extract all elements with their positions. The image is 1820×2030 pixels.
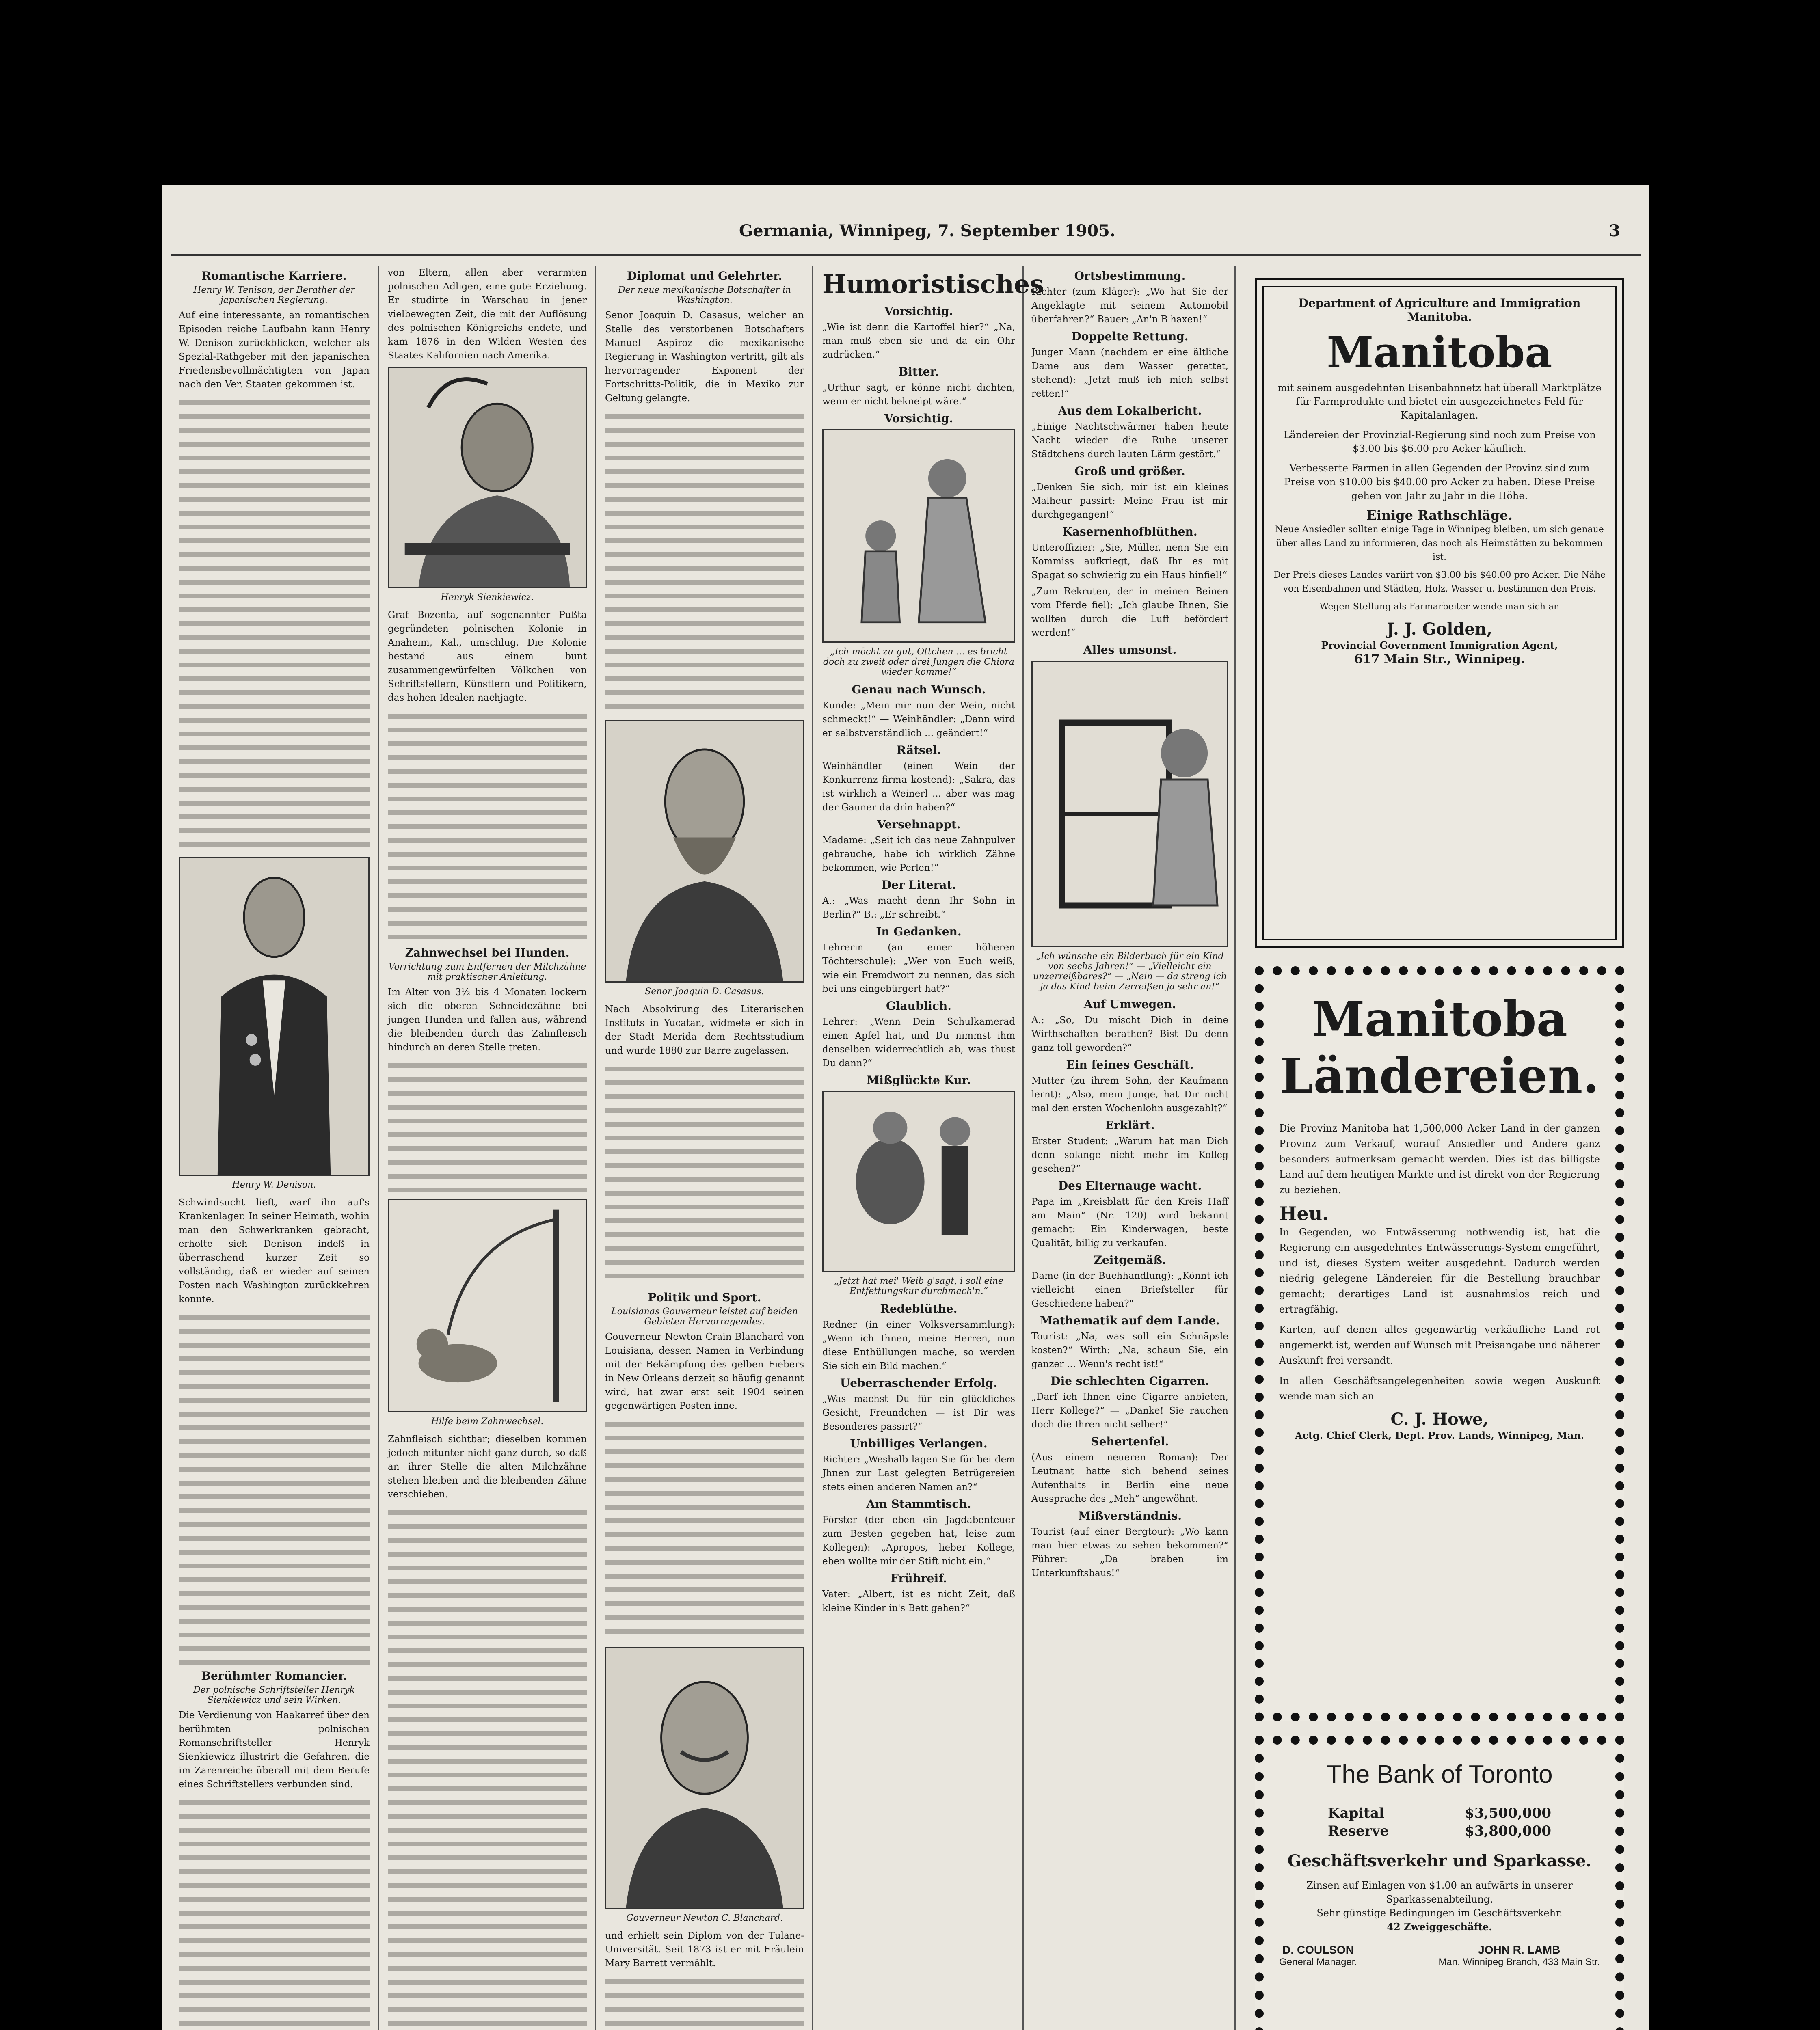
article-headline: Romantische Karriere. <box>201 269 347 283</box>
joke-headline: In Gedanken. <box>876 925 962 938</box>
reserve-label: Reserve <box>1328 1823 1389 1839</box>
joke-text: Dame (in der Buchhandlung): „Könnt ich vielleicht einen Briefsteller für Geschiedene haben?“ <box>1031 1271 1228 1309</box>
capital-value: $3,500,000 <box>1465 1805 1551 1821</box>
joke-text: Lehrerin (an einer höheren Töchterschule): „Wer von Euch weiß, wie ein Fremdwort zu nennen, das sich bei uns eingebürgert hat?“ <box>822 942 1015 994</box>
portrait-caption: Henry W. Denison. <box>232 1180 316 1190</box>
joke-headline: Glaublich. <box>886 999 952 1013</box>
ad-text: 42 Zweiggeschäfte. <box>1387 1921 1492 1933</box>
column-rule <box>1022 266 1024 2030</box>
joke-text: „Darf ich Ihnen eine Cigarre anbieten, Herr Kollege?“ — „Danke! Sie rauchen doch die Ihren nicht selber!“ <box>1031 1392 1228 1430</box>
portrait-caption: Gouverneur Newton C. Blanchard. <box>626 1913 783 1923</box>
capital-label: Kapital <box>1328 1805 1384 1821</box>
joke-headline: Mathematik auf dem Lande. <box>1040 1314 1220 1327</box>
ad-text: Karten, auf denen alles gegenwärtig verkäufliche Land rot angemerkt ist, werden auf Wunsch mit Preisangabe und näherer Auskunft frei versandt. <box>1279 1324 1600 1366</box>
ad-dept-province: Manitoba. <box>1407 310 1472 324</box>
joke-text: „Urthur sagt, er könne nicht dichten, wenn er nicht bekneipt wäre.“ <box>822 382 1015 407</box>
joke-headline: Aus dem Lokalbericht. <box>1058 404 1202 417</box>
ad-signature: C. J. Howe, <box>1390 1410 1489 1429</box>
joke-text: „Zum Rekruten, der in meinen Beinen vom Pferde fiel): „Ich glaube Ihnen, Sie wollten durch die Luft befördert werden!“ <box>1031 586 1228 638</box>
ad-signature-address: 617 Main Str., Winnipeg. <box>1354 652 1525 666</box>
joke-headline: Frühreif. <box>891 1572 947 1585</box>
reserve-value: $3,800,000 <box>1465 1823 1551 1839</box>
joke-headline: Doppelte Rettung. <box>1071 330 1189 343</box>
joke-headline: Bitter. <box>898 365 939 378</box>
ad-text: Der Preis dieses Landes variirt von $3.00 bis $40.00 pro Acker. Die Nähe von Eisenbahnen und Städten, Holz, Wasser u. bestimmen den Preis. <box>1273 570 1606 594</box>
joke-text: Weinhändler (einen Wein der Konkurrenz firma kostend): „Sakra, das ist wirklich a Weinerl ... aber was mag der Gauner da drin haben?“ <box>822 761 1015 813</box>
article-text-block <box>605 1415 804 1643</box>
officer-title: Man. Winnipeg Branch, 433 Main Str. <box>1438 1957 1600 1967</box>
joke-headline: Erklärt. <box>1105 1119 1155 1132</box>
section-title: Humoristisches <box>822 269 1044 299</box>
ad-text: Zinsen auf Einlagen von $1.00 an aufwärts in unserer Sparkassenabteilung. <box>1306 1880 1573 1905</box>
joke-text: Mutter (zu ihrem Sohn, der Kaufmann lernt): „Also, mein Junge, hat Dir nicht mal den ersten Wochenlohn ausgezahlt?“ <box>1031 1075 1228 1114</box>
article-text-block <box>388 1057 587 1195</box>
joke-text: „Was machst Du für ein glückliches Gesicht, Freundchen — ist Dir was Besonderes passirt?“ <box>822 1394 1015 1432</box>
column-3 <box>605 266 804 2030</box>
joke-text: „Einige Nachtschwärmer haben heute Nacht wieder die Ruhe unserer Städtchens durch lauten Lärm gestört.“ <box>1031 421 1228 460</box>
article-text: Auf eine interessante, an romantischen Episoden reiche Laufbahn kann Henry W. Denison zurückblicken, welcher als Spezial-Rathgeber mit den japanischen Friedensbevollmächtigten von Japan nach den Ver. Staaten gekommen ist. <box>179 310 370 390</box>
article-text: Nach Absolvirung des Literarischen Instituts in Yucatan, widmete er sich in der Stadt Merida dem Rechtsstudium und wurde 1880 zur Barre zugelassen. <box>605 1004 804 1056</box>
article-text-block <box>388 1504 587 2030</box>
joke-headline: Unbilliges Verlangen. <box>850 1437 988 1450</box>
joke-text: Papa im „Kreisblatt für den Kreis Haff am Main“ (Nr. 120) wird bekannt gemacht: Ein Kinderwagen, beste Qualität, billig zu verkaufen. <box>1031 1196 1228 1248</box>
joke-text: Vater: „Albert, ist es nicht Zeit, daß kleine Kinder in's Bett gehen?“ <box>822 1589 1015 1613</box>
ad-text: mit seinem ausgedehnten Eisenbahnnetz hat überall Marktplätze für Farmprodukte und bietet ein ausgezeichnetes Feld für Kapitalanlagen. <box>1277 382 1602 421</box>
article-text-block <box>605 408 804 716</box>
joke-text: Redner (in einer Volksversammlung): „Wenn ich Ihnen, meine Herren, nun diese Enthüllungen mache, so werden Sie sich ein Bild machen.“ <box>822 1320 1015 1371</box>
newspaper-page <box>162 185 1649 2030</box>
joke-headline: Mißverständnis. <box>1078 1509 1182 1522</box>
joke-headline: Rätsel. <box>897 743 941 757</box>
cartoon-caption: „Jetzt hat mei' Weib g'sagt, i soll eine Entfettungskur durchmach'n.“ <box>834 1276 1003 1296</box>
joke-headline: Vorsichtig. <box>884 304 953 318</box>
sketch-sienkiewicz <box>388 367 587 588</box>
article-headline: Zahnwechsel bei Hunden. <box>405 946 570 959</box>
joke-text: Tourist: „Na, was soll ein Schnäpsle kosten?“ Wirth: „Na, schaun Sie, ein ganzer ... Wenn's recht ist!“ <box>1031 1331 1228 1369</box>
joke-text: Kunde: „Mein mir nun der Wein, nicht schmeckt!“ — Weinhändler: „Dann wird er selbstverständlich ... geändert!“ <box>822 700 1015 739</box>
article-text-block <box>605 1060 804 1287</box>
joke-headline: Kasernenhofblüthen. <box>1062 525 1197 538</box>
joke-headline: Genau nach Wunsch. <box>852 683 986 696</box>
figure-dog-tooth <box>388 1199 587 1412</box>
article-text-block <box>388 707 587 943</box>
ad-text: Ländereien der Provinzial-Regierung sind noch zum Preise von $3.00 bis $6.00 pro Acker käuflich. <box>1283 429 1596 454</box>
ad-signature-title: Actg. Chief Clerk, Dept. Prov. Lands, Winnipeg, Man. <box>1295 1430 1584 1441</box>
joke-text: Richter (zum Kläger): „Wo hat Sie der Angeklagte mit seinem Automobil überfahren?“ Bauer: „An'n B'haxen!“ <box>1031 287 1228 325</box>
joke-text: Lehrer: „Wenn Dein Schulkamerad einen Apfel hat, und Du nimmst ihm denselben widerrechtlich ab, was thust Du dann?“ <box>822 1017 1015 1069</box>
column-rule <box>595 266 596 2030</box>
joke-text: Madame: „Seit ich das neue Zahnpulver gebrauche, habe ich wirklich Zähne bekommen, wie Perlen!“ <box>822 835 1015 873</box>
reserve-row <box>1328 1823 1551 1839</box>
joke-headline: Ein feines Geschäft. <box>1066 1058 1194 1071</box>
ad-title: Ländereien. <box>1280 1047 1600 1104</box>
article-text: Im Alter von 3½ bis 4 Monaten lockern sich die oberen Schneidezähne bei jungen Hunden und fallen aus, während die bleibenden durch das Zahnfleisch hindurch an deren Stelle treten. <box>388 987 587 1053</box>
joke-headline: Die schlechten Cigarren. <box>1050 1374 1209 1388</box>
cartoon-children <box>822 429 1015 643</box>
joke-text: Junger Mann (nachdem er eine ältliche Dame aus dem Wasser gerettet, stehend): „Jetzt muß ich mich selbst retten!“ <box>1031 347 1228 399</box>
joke-headline: Redeblüthe. <box>880 1302 958 1315</box>
ad-title: Manitoba <box>1327 327 1552 377</box>
article-subhead: Der neue mexikanische Botschafter in Washington. <box>618 285 791 305</box>
article-subhead: Louisianas Gouverneur leistet auf beiden Gebieten Hervorragendes. <box>611 1307 798 1327</box>
masthead-rule <box>171 254 1641 256</box>
ad-subhead: Geschäftsverkehr und Sparkasse. <box>1287 1851 1592 1870</box>
ad-text: Wegen Stellung als Farmarbeiter wende man sich an <box>1319 602 1560 612</box>
portrait-blanchard <box>605 1647 804 1909</box>
article-headline: Berühmter Romancier. <box>201 1669 347 1682</box>
column-1 <box>179 266 370 2030</box>
column-4 <box>822 266 1044 2030</box>
joke-headline: Sehertenfel. <box>1091 1435 1169 1448</box>
column-rule <box>1234 266 1236 2030</box>
joke-text: Unteroffizier: „Sie, Müller, nenn Sie ein Kommiss aufkriegt, daß Ihr es mit Spagat so schwierig zu ein Haus hinfiel!“ <box>1031 542 1228 581</box>
joke-headline: Auf Umwegen. <box>1083 998 1176 1011</box>
page-number: 3 <box>1609 221 1620 240</box>
ad-signature: J. J. Golden, <box>1387 620 1492 639</box>
cartoon-two-men <box>822 1091 1015 1272</box>
joke-text: Richter: „Weshalb lagen Sie für bei dem Jhnen zur Last gelegten Betrügereien stets einen anderen Namen an?“ <box>822 1454 1015 1492</box>
ad-text: In Gegenden, wo Entwässerung nothwendig ist, hat die Regierung ein ausgedehntes Entwässerungs-System eingeführt, und ist, dieses System weiter ausgedehnt. Dadurch werden niedrig gelegene Ländereien für die Bestellung brauchbar gemacht; derartiges Land ist ausnahmslos reich und ertragfähig. <box>1279 1227 1600 1315</box>
ad-signature-title: Provincial Government Immigration Agent, <box>1321 639 1558 651</box>
article-text: Zahnfleisch sichtbar; dieselben kommen jedoch mitunter nicht ganz durch, so daß an ihrer Stelle die alten Milchzähne stehen bleiben und die bleibenden Zähne verschieben. <box>388 1434 587 1500</box>
joke-headline: Am Stammtisch. <box>866 1497 971 1511</box>
joke-headline: Ueberraschender Erfolg. <box>840 1376 998 1390</box>
joke-text: Erster Student: „Warum hat man Dich denn solange nicht mehr im Kolleg gesehen?“ <box>1031 1136 1228 1174</box>
joke-text: (Aus einem neueren Roman): Der Leutnant hatte sich behend seines Aufenthalts in Berlin eine neue Aussprache des „Meh“ angewöhnt. <box>1031 1452 1228 1504</box>
article-headline: Politik und Sport. <box>648 1291 761 1304</box>
joke-headline: Vorsichtig. <box>884 412 953 425</box>
joke-text: Förster (der eben ein Jagdabenteuer zum Besten gegeben hat, leise zum Kollegen): „Apropos, lieber Kollege, eben wollte mir der Stift nicht ein.“ <box>822 1515 1015 1567</box>
ad-department-agriculture <box>1255 278 1624 948</box>
article-subhead: Der polnische Schriftsteller Henryk Sienkiewicz und sein Wirken. <box>193 1685 355 1705</box>
officer-title: General Manager. <box>1279 1957 1357 1967</box>
ad-subhead: Heu. <box>1279 1203 1329 1224</box>
article-headline: Diplomat und Gelehrter. <box>627 269 782 283</box>
cartoon-headline: Alles umsonst. <box>1083 643 1177 657</box>
column-rule <box>812 266 813 2030</box>
cartoon-caption: „Ich wünsche ein Bilderbuch für ein Kind von sechs Jahren!“ — „Vielleicht ein unzerreißbares?“ — „Nein — da streng ich ja das Kind beim Zerreißen ja sehr an!“ <box>1033 951 1227 992</box>
masthead-title: Germania, Winnipeg, 7. September 1905. <box>739 221 1115 240</box>
joke-headline: Ortsbestimmung. <box>1074 269 1186 283</box>
article-text: Senor Joaquin D. Casasus, welcher an Stelle des verstorbenen Botschafters Manuel Aspiroz die mexikanische Regierung in Washington vertritt, gilt als hervorragender Exponent der Fortschritts-Politik, die in Mexiko zur Geltung gelangte. <box>605 310 804 404</box>
capital-row <box>1328 1805 1551 1821</box>
cartoon-chair-child <box>1031 661 1228 947</box>
masthead <box>162 221 1649 246</box>
ad-text: Verbesserte Farmen in allen Gegenden der Provinz sind zum Preise von $10.00 bis $40.00 pro Acker zu haben. Diese Preise gehen von Jahr zu Jahr in die Höhe. <box>1284 462 1595 501</box>
article-text-block <box>179 1309 370 1666</box>
cartoon-caption: „Ich möcht zu gut, Ottchen ... es bricht doch zu zweit oder drei Jungen die Chiora wieder komme!“ <box>823 647 1014 677</box>
joke-headline: Der Literat. <box>881 878 956 892</box>
joke-text: Tourist (auf einer Bergtour): „Wo kann man hier etwas zu sehen bekommen?“ Führer: „Da braben im Unterkunftshaus!“ <box>1031 1527 1228 1579</box>
article-text: und erhielt sein Diplom von der Tulane-Universität. Seit 1873 ist er mit Fräulein Mary Barrett vermählt. <box>605 1931 804 1969</box>
article-subhead: Vorrichtung zum Entfernen der Milchzähne mit praktischer Anleitung. <box>388 962 586 982</box>
joke-headline: Zeitgemäß. <box>1094 1253 1166 1267</box>
article-text-block <box>179 394 370 853</box>
article-subhead: Henry W. Tenison, der Berather der japanischen Regierung. <box>193 285 355 305</box>
article-text: Gouverneur Newton Crain Blanchard von Louisiana, dessen Namen in Verbindung mit der Bekämpfung des gelben Fiebers in New Orleans derzeit so häufig genannt wird, hat zwar erst seit 1904 seinen gegenwärtigen Posten inne. <box>605 1332 804 1411</box>
officer-name: JOHN R. LAMB <box>1478 1944 1561 1956</box>
joke-headline: Groß und größer. <box>1074 464 1185 478</box>
article-text: von Eltern, allen aber verarmten polnischen Adligen, eine gute Erziehung. Er studirte in Warschau in jener vielbewegten Zeit, die mit der Auflösung des polnischen Königreichs endete, und kam 1876 in den Wilden Westen des Staates Kalifornien nach Amerika. <box>388 268 587 361</box>
joke-text: „Denken Sie sich, mir ist ein kleines Malheur passirt: Meine Frau ist mir durchgegangen!“ <box>1031 482 1228 520</box>
joke-headline: Versehnappt. <box>877 818 961 831</box>
ad-text: Die Provinz Manitoba hat 1,500,000 Acker Land in der ganzen Provinz zum Verkauf, worauf Ansiedler und Andere ganz besonders aufmerksam gemacht werden. Dies ist das billigste Land auf dem heutigen Markte und ist direkt von der Regierung zu beziehen. <box>1279 1123 1600 1196</box>
ad-subhead: Einige Rathschläge. <box>1366 508 1513 523</box>
ad-manitoba-land <box>1255 966 1624 1721</box>
joke-text: A.: „Was macht denn Ihr Sohn in Berlin?“ B.: „Er schreibt.“ <box>822 896 1015 920</box>
ad-title: Manitoba <box>1312 991 1567 1047</box>
joke-headline: Des Elternauge wacht. <box>1058 1179 1202 1192</box>
portrait-caption: Senor Joaquin D. Casasus. <box>645 987 764 997</box>
sketch-caption: Henryk Sienkiewicz. <box>441 592 534 603</box>
ad-title: The Bank of Toronto <box>1326 1760 1553 1788</box>
portrait-casasus <box>605 720 804 983</box>
article-text-block <box>179 1794 370 2030</box>
ad-dept-name: Department of Agriculture and Immigration <box>1298 296 1581 310</box>
column-rule <box>378 266 379 2030</box>
article-text: Die Verdienung von Haakarref über den berühmten polnischen Romanschriftsteller Henryk Sienkiewicz illustrirt die Gefahren, die im Zarenreiche überall mit dem Berufe eines Schriftstellers verbunden sind. <box>179 1710 370 1790</box>
bank-officers <box>1279 1944 1600 1968</box>
column-2 <box>388 266 587 2030</box>
column-5 <box>1031 266 1228 2030</box>
article-text: Schwindsucht lieft, warf ihn auf's Krankenlager. In seiner Heimath, wohin man den Schwerkranken gebracht, erholte sich Denison indeß in überraschend kurzer Zeit so vollständig, daß er wieder auf seinen Posten nach Washington zurückkehren konnte. <box>179 1197 370 1304</box>
ad-bank-of-toronto <box>1255 1736 1624 2030</box>
article-text-block <box>605 1973 804 2030</box>
officer-name: D. COULSON <box>1282 1944 1354 1956</box>
ad-text: Sehr günstige Bedingungen im Geschäftsverkehr. <box>1316 1907 1563 1919</box>
figure-caption: Hilfe beim Zahnwechsel. <box>431 1417 544 1427</box>
joke-text: A.: „So, Du mischt Dich in deine Wirthschaften berathen? Bist Du denn ganz toll geworden?“ <box>1031 1015 1228 1053</box>
joke-text: „Wie ist denn die Kartoffel hier?“ „Na, man muß eben sie und da ein Ohr zudrücken.“ <box>822 322 1015 360</box>
portrait-denison <box>179 857 370 1176</box>
ad-text: Neue Ansiedler sollten einige Tage in Winnipeg bleiben, um sich genaue über alles Land zu informieren, das noch als Heimstätten zu bekommen ist. <box>1275 525 1604 562</box>
joke-headline: Mißglückte Kur. <box>867 1073 971 1087</box>
ad-text: In allen Geschäftsangelegenheiten sowie wegen Auskunft wende man sich an <box>1279 1375 1600 1402</box>
article-text: Graf Bozenta, auf sogenannter Pußta gegründeten polnischen Kolonie in Anaheim, Kal., umschlug. Die Kolonie bestand aus einem bunt zusammengewürfelten Völkchen von Schriftstellern, Künstlern und Politikern, das hohen Idealen nachjagte. <box>388 610 587 703</box>
